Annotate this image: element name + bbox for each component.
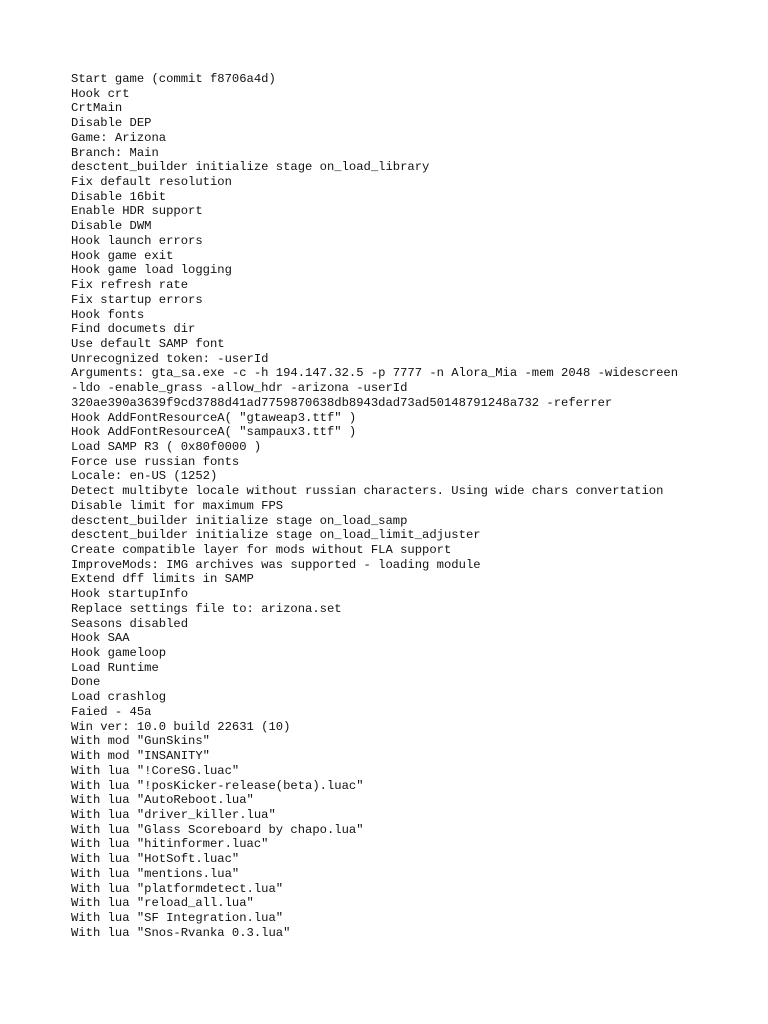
log-line: desctent_builder initialize stage on_load_library — [71, 160, 430, 175]
log-line: With lua "!posKicker-release(beta).luac" — [71, 778, 364, 793]
log-line: With lua "!CoreSG.luac" — [71, 763, 240, 778]
log-line: Game: Arizona — [71, 130, 167, 145]
log-line: Hook game exit — [71, 248, 174, 263]
log-line: Faied - 45a — [71, 704, 152, 719]
log-line: Disable DEP — [71, 116, 152, 131]
log-line: Hook startupInfo — [71, 587, 189, 602]
log-line: Hook launch errors — [71, 233, 203, 248]
log-line: With mod "GunSkins" — [71, 734, 210, 749]
log-line: Load crashlog — [71, 690, 167, 705]
log-line: Seasons disabled — [71, 616, 189, 631]
log-line: Win ver: 10.0 build 22631 (10) — [71, 719, 291, 734]
log-line: Force use russian fonts — [71, 454, 240, 469]
log-line: Replace settings file to: arizona.set — [71, 601, 342, 616]
log-line: 320ae390a3639f9cd3788d41ad7759870638db8943dad73ad50148791248a732 -referrer — [71, 395, 613, 410]
log-line: desctent_builder initialize stage on_load_samp — [71, 513, 408, 528]
log-line: Hook fonts — [71, 307, 145, 322]
log-line: Done — [71, 675, 101, 690]
log-line: Branch: Main — [71, 145, 159, 160]
log-line: Load SAMP R3 ( 0x80f0000 ) — [71, 439, 262, 454]
log-line: Detect multibyte locale without russian characters. Using wide chars convertation — [71, 484, 664, 499]
log-line: With lua "SF Integration.lua" — [71, 910, 284, 925]
log-line: Hook AddFontResourceA( "gtaweap3.ttf" ) — [71, 410, 357, 425]
log-line: Hook crt — [71, 86, 130, 101]
log-line: With lua "hitinformer.luac" — [71, 837, 269, 852]
log-line: With lua "Snos-Rvanka 0.3.lua" — [71, 925, 291, 940]
log-line: ImproveMods: IMG archives was supported - loading module — [71, 557, 481, 572]
log-line: Locale: en-US (1252) — [71, 469, 218, 484]
log-line: desctent_builder initialize stage on_load_limit_adjuster — [71, 528, 481, 543]
log-line: Arguments: gta_sa.exe -c -h 194.147.32.5 -p 7777 -n Alora_Mia -mem 2048 -widescreen — [71, 366, 679, 381]
log-line: With lua "platformdetect.lua" — [71, 881, 284, 896]
log-line: With lua "AutoReboot.lua" — [71, 793, 254, 808]
log-line: CrtMain — [71, 101, 123, 116]
log-line: Hook SAA — [71, 631, 130, 646]
log-line: Disable DWM — [71, 219, 152, 234]
log-line: Start game (commit f8706a4d) — [71, 72, 276, 86]
log-line: Enable HDR support — [71, 204, 203, 219]
log-text-block — [71, 72, 731, 940]
log-line: With lua "reload_all.lua" — [71, 896, 254, 911]
log-line: With lua "HotSoft.luac" — [71, 852, 240, 867]
log-line: Create compatible layer for mods without FLA support — [71, 543, 452, 557]
log-line: -ldo -enable_grass -allow_hdr -arizona -userId — [71, 381, 408, 396]
log-line: Use default SAMP font — [71, 336, 225, 351]
log-line: With lua "driver_killer.lua" — [71, 807, 276, 822]
log-line: Fix default resolution — [71, 175, 232, 190]
log-line: Hook AddFontResourceA( "sampaux3.ttf" ) — [71, 425, 357, 440]
log-line: Fix startup errors — [71, 292, 203, 307]
log-line: Extend dff limits in SAMP — [71, 572, 254, 587]
log-line: Find documets dir — [71, 322, 196, 337]
log-line: Load Runtime — [71, 660, 159, 675]
log-line: With lua "mentions.lua" — [71, 866, 240, 881]
log-line: Fix refresh rate — [71, 278, 189, 293]
log-line: Hook gameloop — [71, 646, 167, 661]
log-line: With lua "Glass Scoreboard by chapo.lua" — [71, 822, 364, 837]
log-line: Disable limit for maximum FPS — [71, 498, 284, 513]
log-line: Disable 16bit — [71, 189, 167, 204]
log-line: With mod "INSANITY" — [71, 749, 210, 764]
log-line: Unrecognized token: -userId — [71, 351, 269, 366]
log-line: Hook game load logging — [71, 263, 232, 278]
